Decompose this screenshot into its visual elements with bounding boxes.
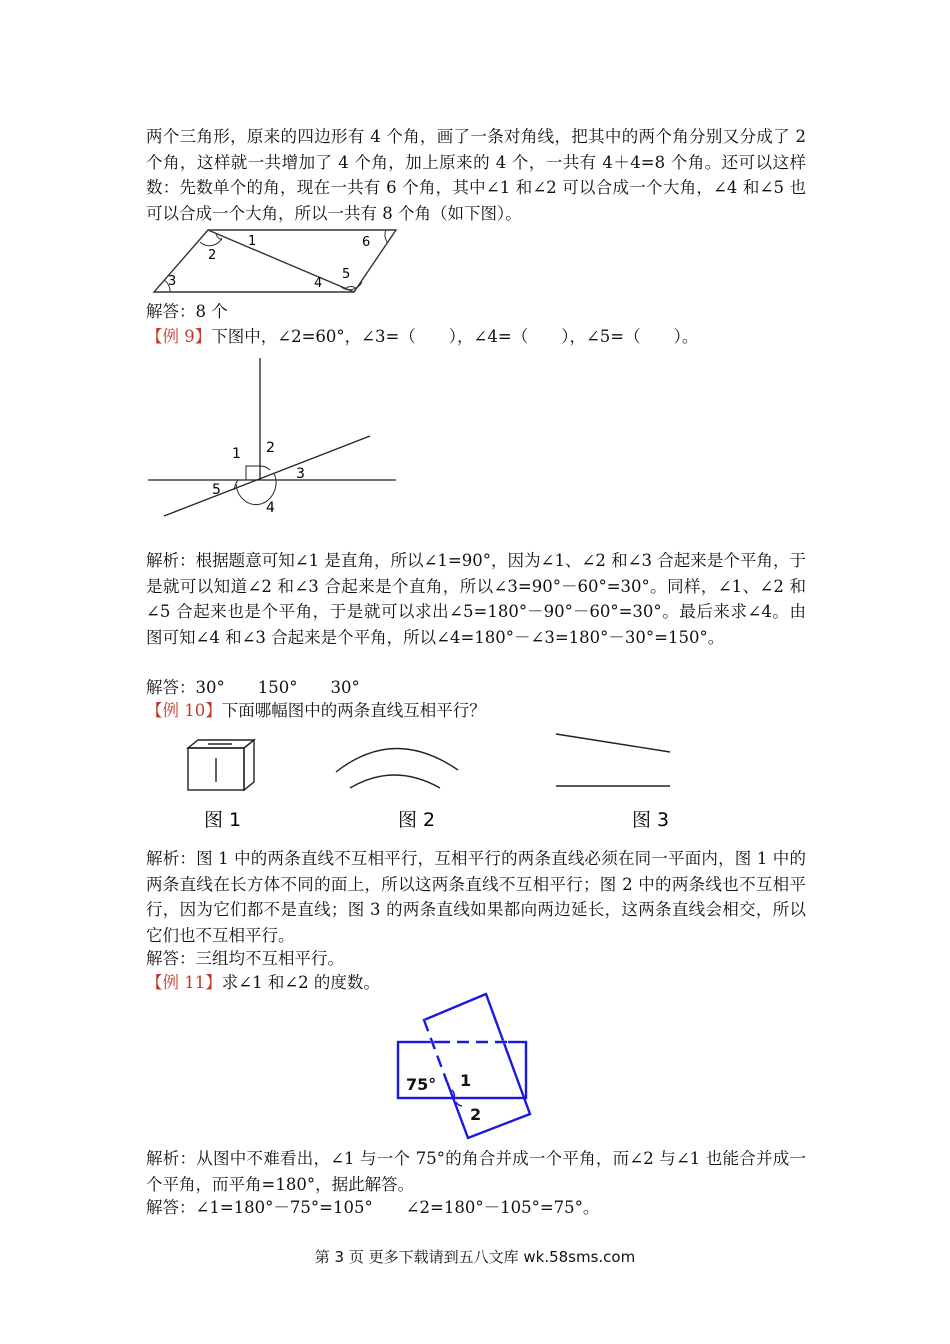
page-footer: 第 3 页 更多下载请到五八文库 wk.58sms.com (314, 1248, 636, 1266)
parallelogram-label-4: 4 (314, 276, 323, 291)
parallelogram-label-1: 1 (248, 234, 257, 249)
figure2-caption: 图 2 (398, 809, 436, 831)
example11-tag: 【例 11】 (146, 973, 222, 992)
figure3-caption: 图 3 (632, 809, 670, 831)
example10-answer: 解答：三组均不互相平行。 (146, 949, 344, 968)
example11-question: 求∠1 和∠2 的度数。 (221, 973, 380, 992)
parallelogram-label-3: 3 (168, 274, 177, 289)
ex9-label-4: 4 (266, 500, 275, 516)
example11-question-line (146, 971, 380, 995)
example11-answer: 解答：∠1=180°－75°=105° ∠2=180°－105°=75°。 (146, 1198, 600, 1217)
figure2-arcs (336, 748, 458, 788)
example11-analysis: 解析：从图中不难看出，∠1 与一个 75°的角合并成一个平角，而∠2 与∠1 也能合并成一个平角，而平角=180°，据此解答。 (146, 1149, 806, 1194)
example9-angle-figure (148, 354, 400, 526)
ex11-angle-75-label: 75° (406, 1075, 437, 1094)
example10-tag: 【例 10】 (146, 701, 222, 720)
answer-example8: 解答：8 个 (146, 302, 228, 321)
ex9-label-5: 5 (212, 482, 221, 498)
example9-answer: 解答：30° 150° 30° (146, 678, 360, 697)
figure1-box (188, 740, 254, 790)
ex11-angle-1-label: 1 (460, 1071, 472, 1090)
example9-analysis: 解析：根据题意可知∠1 是直角，所以∠1=90°，因为∠1、∠2 和∠3 合起来是个平角，于是就可以知道∠2 和∠3 合起来是个直角，所以∠3=90°－60°=30°。同样，∠1、∠2 和∠5 合起来也是个平角，于是就可以求出∠5=180°－90°－60°=30°。最后来求∠4。由图可知∠4 和∠3 合起来是个平角，所以∠4=180°－∠3=180°－30°=150°。 (146, 551, 806, 647)
example10-question: 下面哪幅图中的两条直线互相平行？ (221, 701, 486, 720)
ex9-label-2: 2 (266, 440, 275, 456)
example9-question: 下图中，∠2=60°，∠3=（ ），∠4=（ ），∠5=（ ）。 (211, 327, 699, 346)
ex9-label-3: 3 (296, 466, 305, 482)
figure1-caption: 图 1 (204, 809, 242, 831)
example11-rectangles-figure (394, 990, 534, 1140)
parallelogram-label-2: 2 (208, 248, 217, 263)
example9-question-line (146, 325, 698, 349)
example10-analysis: 解析：图 1 中的两条直线不互相平行，互相平行的两条直线必须在同一平面内，图 1 中的两条直线在长方体不同的面上，所以这两条直线不互相平行；图 2 中的两条线也不互相平行，因为它们都不是直线；图 3 的两条直线如果都向两边延长，这两条直线会相交，所以它们也不互相平行。 (146, 849, 806, 945)
example10-question-line (146, 699, 486, 723)
figure3-lines (556, 734, 670, 786)
parallelogram-label-6: 6 (362, 235, 371, 250)
paragraph-example8-explanation: 两个三角形，原来的四边形有 4 个角，画了一条对角线，把其中的两个角分别又分成了 2 个角，这样就一共增加了 4 个角，加上原来的 4 个，一共有 4＋4=8 个角。还可以这样数：先数单个的角，现在一共有 6 个角，其中∠1 和∠2 可以合成一个大角，∠4 和∠5 也可以合成一个大角，所以一共有 8 个角（如下图）。 (146, 127, 806, 223)
example9-tag: 【例 9】 (146, 327, 212, 346)
parallelogram-figure (150, 226, 400, 298)
example10-figures (180, 730, 680, 840)
ex9-label-1: 1 (232, 446, 241, 462)
ex11-angle-2-label: 2 (470, 1105, 482, 1124)
parallelogram-label-5: 5 (342, 267, 351, 282)
